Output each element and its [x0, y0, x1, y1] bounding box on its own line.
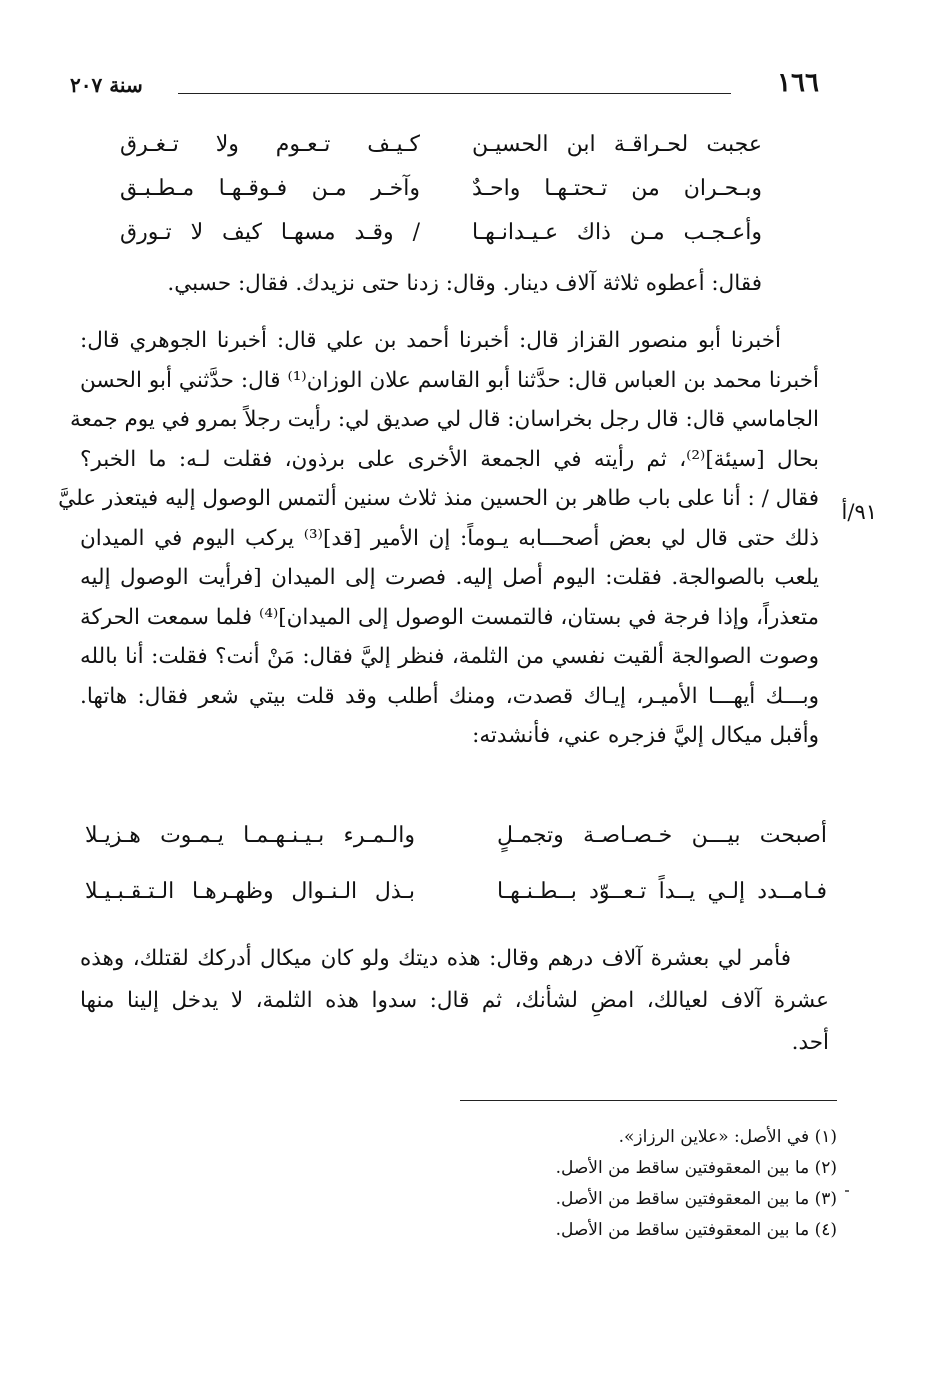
poem-verse	[120, 211, 762, 255]
text-line: عشرة آلاف لعيالك، امضِ لشأنك، ثم قال: سدوا هذه الثلمة، لا يدخل إلينا منها	[80, 988, 829, 1013]
verse-second-hemistich: / وقـد مسهـا كيف لا تـورق	[120, 220, 420, 245]
verse-second-hemistich: والـمـرء بـيـنـهـمـا يـمـوت هـزيـلا	[85, 823, 415, 848]
text-line: أخبرنا أبو منصور القزاز قال: أخبرنا أحمد بن علي قال: أخبرنا الجوهري قال:	[80, 328, 781, 353]
footnotes	[397, 1122, 837, 1246]
text-line: ذلك حتى قال لي بعض أصحـــابه يـوماً: إن الأمير [قد]⁽³⁾ يركب اليوم في الميدان	[80, 525, 819, 551]
text-line: يلعب بالصوالجة. فقلت: اليوم أصل إليه. فصرت إلى الميدان [فرأيت الوصول إليه	[80, 565, 819, 590]
text-line: فقال / : أنا على باب طاهر بن الحسين منذ ثلاث سنين ألتمس الوصول إليه فيتعذر عليَّ	[58, 486, 819, 511]
verse-second-hemistich: كـيـف تـعـوم ولا تـغـرق	[120, 132, 420, 157]
text-line: الجاماسي قال: قال رجل بخراسان: قال لي صديق لي: رأيت رجلاً بمرو في يوم جمعة	[70, 407, 819, 432]
text-line: وبـــك أيهـــا الأميـر، إيـاك قصدت، ومنك أطلب وقد قلت بيتي شعر فقال: هاتها.	[80, 683, 819, 709]
running-header-year: سنة ٢٠٧	[70, 73, 143, 97]
paragraph-conclusion	[80, 938, 829, 1064]
page-header	[70, 66, 819, 106]
verse-second-hemistich: بـذل الـنـوال وظهـرهـا الـتـقـبـيـلا	[85, 879, 415, 904]
footnote: (٤) ما بين المعقوفتين ساقط من الأصل.	[555, 1220, 837, 1240]
poem-verse	[120, 167, 762, 211]
poem-verse	[120, 123, 762, 167]
page-number: ١٦٦	[777, 68, 819, 98]
poem-bottom	[85, 808, 827, 920]
footnote-separator	[460, 1100, 837, 1101]
poem-top	[120, 123, 762, 255]
footnote: (١) في الأصل: «علاين الرزاز».	[618, 1127, 837, 1147]
text-line: وأقبل ميكال إليَّ فزجره عني، فأنشدته:	[472, 723, 819, 748]
verse-first-hemistich: وبـحـران من تـحتـهـا واحـدٌ	[472, 176, 762, 201]
text-line: وصوت الصوالجة ألقيت نفسي من الثلمة، فنظر إليَّ فقال: مَنْ أنت؟ فقلت: أنا بالله	[80, 644, 819, 669]
header-rule	[178, 93, 731, 94]
margin-folio-reference: ٩١/أ	[841, 500, 877, 524]
verse-first-hemistich: أصبحت بيـــن خـصـاصـة وتجمـلٍ	[497, 823, 827, 848]
verse-first-hemistich: وأعـجـب مـن ذاك عـيـدانـهـا	[472, 220, 762, 245]
text-line: أخبرنا محمد بن العباس قال: حدَّثنا أبو القاسم علان الوزان⁽¹⁾ قال: حدَّثني أبو الحسن	[80, 367, 819, 393]
scan-speck	[845, 1190, 849, 1192]
footnote: (٣) ما بين المعقوفتين ساقط من الأصل.	[555, 1189, 837, 1209]
text-line: متعذراً، وإذا فرجة في بستان، فالتمست الوصول إلى الميدان]⁽⁴⁾ فلما سمعت الحركة	[80, 604, 819, 630]
poem-verse	[85, 864, 827, 920]
text-line: أحد.	[791, 1030, 829, 1055]
text-line: بحال [سيئة]⁽²⁾، ثم رأيته في الجمعة الأخرى على برذون، فقلت لـه: ما الخبر؟	[80, 446, 819, 472]
verse-first-hemistich: عجبت لحـراقـة ابن الحسيـن	[472, 132, 762, 157]
paragraph-narration	[58, 321, 819, 756]
text-line: فقال: أعطوه ثلاثة آلاف دينار. وقال: زدنا حتى نزيدك. فقال: حسبي.	[167, 271, 762, 296]
verse-second-hemistich: وآخـر مـن فـوقـهـا مـطـبـق	[120, 176, 420, 201]
footnote: (٢) ما بين المعقوفتين ساقط من الأصل.	[555, 1158, 837, 1178]
poem-verse	[85, 808, 827, 864]
paragraph-reward	[150, 264, 762, 304]
verse-first-hemistich: فـامــدد إلـي يــداً تـعــوّد بــطـنـهـا	[497, 879, 827, 904]
text-line: فأمر لي بعشرة آلاف درهم وقال: هذه ديتك ولو كان ميكال أدركك لقتلك، وهذه	[80, 946, 791, 971]
